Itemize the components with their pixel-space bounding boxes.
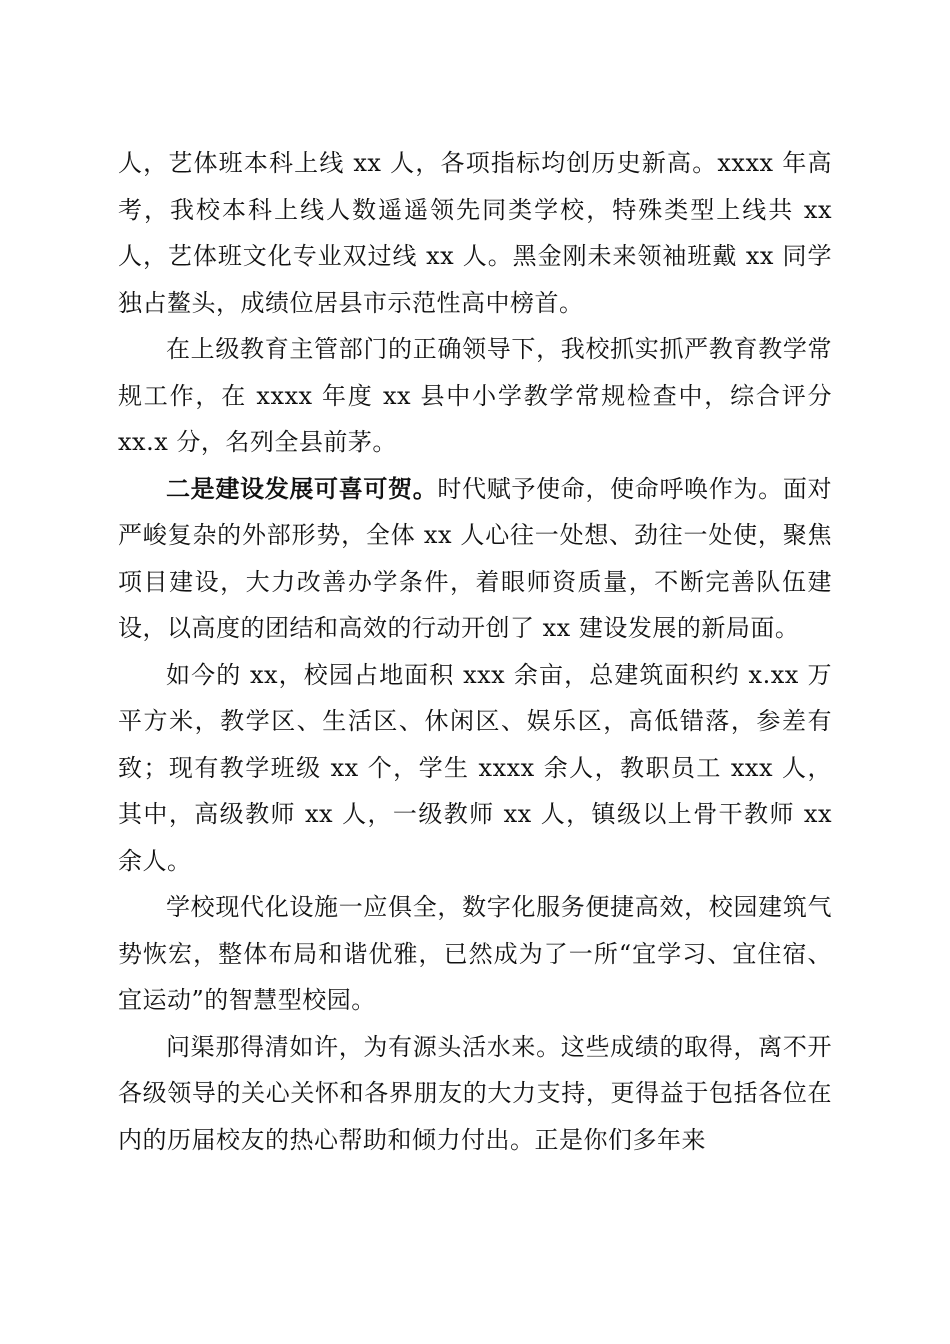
paragraph-6 <box>118 1024 832 1164</box>
paragraph-4-text: 如今的 xx，校园占地面积 xxx 余亩，总建筑面积约 x.xx 万平方米，教学区、生活区、休闲区、娱乐区，高低错落，参差有致；现有教学班级 xx 个，学生 xxxx 余人，教职员工 xxx 人，其中，高级教师 xx 人，一级教师 xx 人，镇级以上骨干教师 xx 余人。 <box>118 660 832 875</box>
paragraph-3 <box>118 466 832 652</box>
paragraph-4 <box>118 652 832 885</box>
section-heading-lead: 二是建设发展可喜可贺。 <box>166 473 438 503</box>
paragraph-2-text: 在上级教育主管部门的正确领导下，我校抓实抓严教育教学常规工作，在 xxxx 年度 xx 县中小学教学常规检查中，综合评分 xx.x 分，名列全县前茅。 <box>118 335 832 456</box>
paragraph-3-text: 时代赋予使命，使命呼唤作为。面对严峻复杂的外部形势，全体 xx 人心往一处想、劲往一处使，聚焦项目建设，大力改善办学条件，着眼师资质量，不断完善队伍建设，以高度的团结和高效的行动开创了 xx 建设发展的新局面。 <box>118 474 833 642</box>
paragraph-6-text: 问渠那得清如许，为有源头活水来。这些成绩的取得，离不开各级领导的关心关怀和各界朋友的大力支持，更得益于包括各位在内的历届校友的热心帮助和倾力付出。正是你们多年来 <box>118 1032 832 1154</box>
paragraph-1 <box>118 140 832 326</box>
paragraph-5-text: 学校现代化设施一应俱全，数字化服务便捷高效，校园建筑气势恢宏，整体布局和谐优雅，已然成为了一所“宜学习、宜住宿、宜运动”的智慧型校园。 <box>118 893 832 1014</box>
paragraph-2 <box>118 326 832 466</box>
document-body <box>118 140 832 1163</box>
paragraph-5 <box>118 884 832 1024</box>
paragraph-1-text: 人，艺体班本科上线 xx 人，各项指标均创历史新高。xxxx 年高考，我校本科上线人数遥遥领先同类学校，特殊类型上线共 xx 人，艺体班文化专业双过线 xx 人。黑金刚未来领袖班戴 xx 同学独占鳌头，成绩位居县市示范性高中榜首。 <box>118 149 832 317</box>
